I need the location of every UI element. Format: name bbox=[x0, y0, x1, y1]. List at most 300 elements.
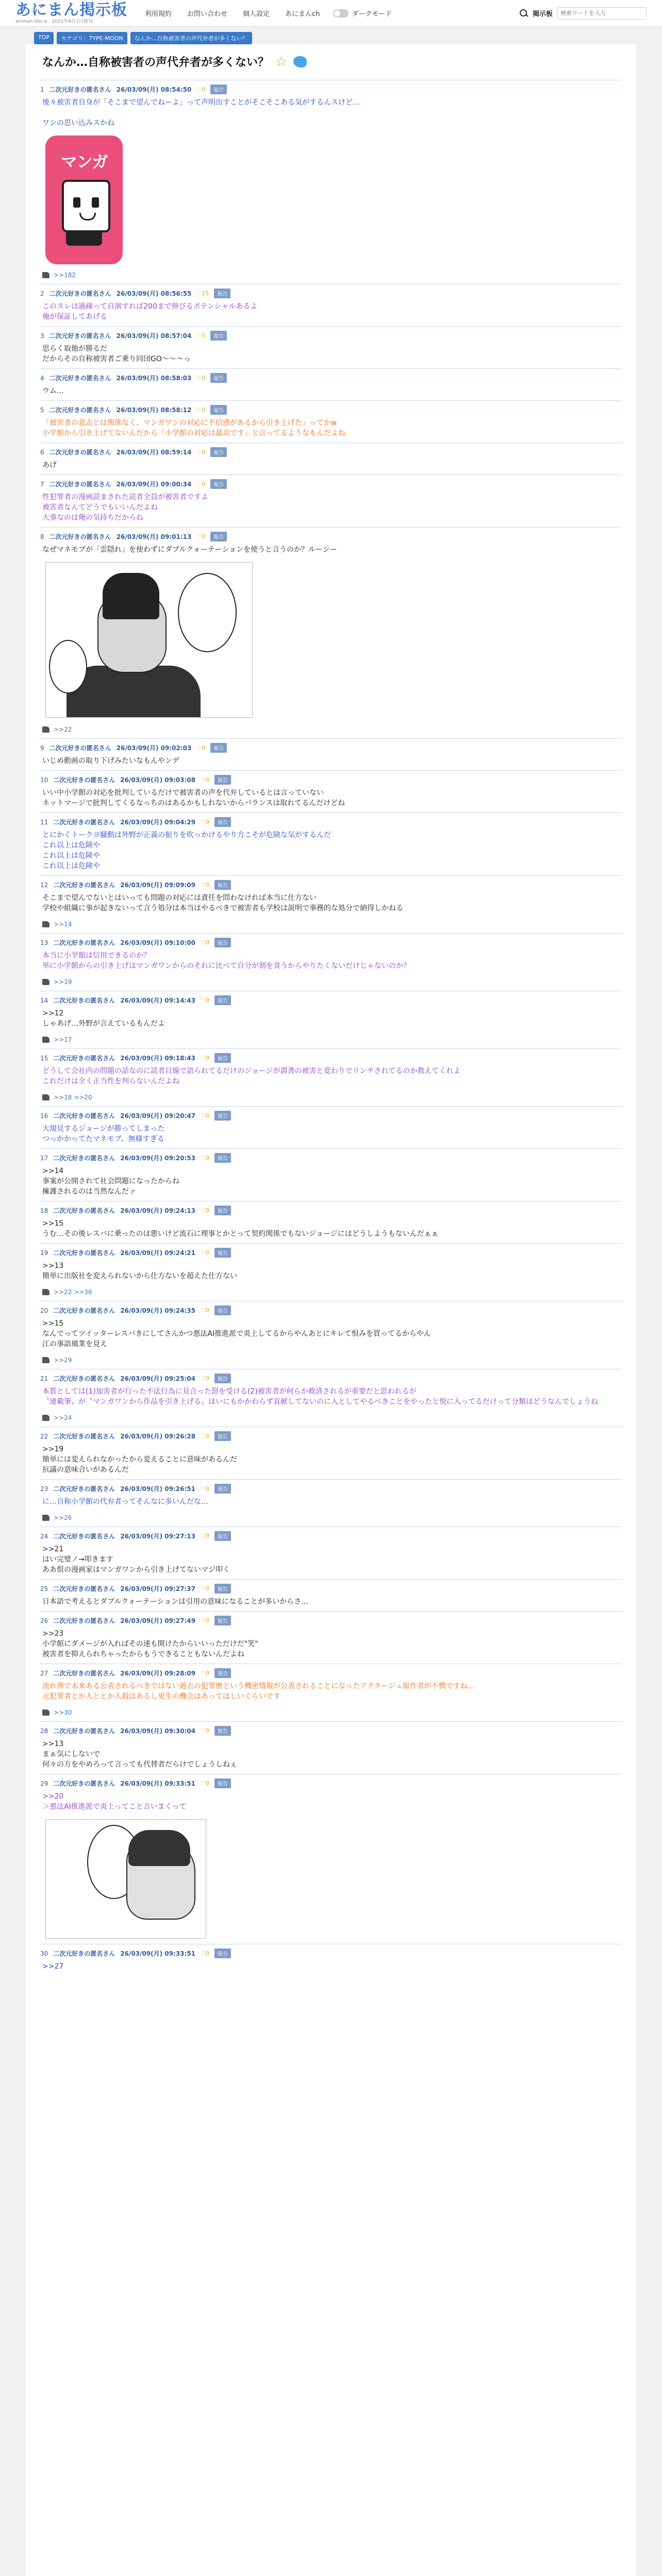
like-number: 0 bbox=[202, 533, 206, 540]
like-number: 0 bbox=[202, 375, 206, 381]
post bbox=[40, 80, 622, 284]
post-body: ウム… bbox=[42, 387, 64, 395]
reply-link[interactable]: >>24 bbox=[54, 1414, 72, 1421]
post-number[interactable]: 14 bbox=[40, 996, 48, 1004]
post-number[interactable]: 12 bbox=[40, 881, 48, 889]
post-header bbox=[40, 289, 622, 298]
like-number: 0 bbox=[202, 406, 206, 413]
logo-text: あにまん掲示板 bbox=[15, 1, 127, 19]
reply-link[interactable]: >>29 bbox=[54, 1357, 72, 1364]
report-button[interactable]: 報告 bbox=[214, 1584, 231, 1594]
poster-name: 二次元好きの匿名さん bbox=[53, 1485, 115, 1493]
post-header bbox=[40, 1584, 622, 1594]
like-count[interactable] bbox=[201, 1780, 209, 1787]
like-number: 0 bbox=[205, 1375, 209, 1382]
poster-name: 二次元好きの匿名さん bbox=[49, 744, 111, 752]
report-button[interactable]: 報告 bbox=[214, 1948, 231, 1958]
reply-link[interactable]: >>30 bbox=[54, 1709, 72, 1716]
like-number: 0 bbox=[202, 449, 206, 455]
report-button[interactable]: 報告 bbox=[214, 880, 231, 890]
thumb-icon[interactable] bbox=[42, 1037, 49, 1043]
post-header bbox=[40, 1053, 622, 1063]
thumb-icon[interactable] bbox=[42, 921, 49, 927]
heart-icon: ♡ bbox=[196, 375, 202, 381]
report-button[interactable]: 報告 bbox=[214, 289, 230, 298]
post-number[interactable]: 17 bbox=[40, 1154, 48, 1162]
post bbox=[40, 1369, 622, 1427]
post-number[interactable]: 9 bbox=[40, 744, 44, 752]
manga-panel-image[interactable] bbox=[45, 1819, 206, 1939]
like-number: 0 bbox=[205, 1307, 209, 1314]
poster-name: 二次元好きの匿名さん bbox=[53, 1207, 115, 1214]
post bbox=[40, 738, 622, 770]
post-number[interactable]: 11 bbox=[40, 818, 48, 826]
post-header bbox=[40, 1153, 622, 1163]
like-number: 0 bbox=[205, 819, 209, 825]
mangaone-logo-image[interactable] bbox=[45, 135, 123, 264]
report-button[interactable]: 報告 bbox=[214, 938, 231, 947]
post-number[interactable]: 16 bbox=[40, 1112, 48, 1120]
heart-icon: ♡ bbox=[201, 1617, 206, 1624]
heart-icon: ♡ bbox=[201, 1155, 206, 1161]
like-count[interactable] bbox=[201, 1950, 209, 1957]
like-count[interactable] bbox=[201, 1375, 209, 1382]
post-number[interactable]: 19 bbox=[40, 1249, 48, 1257]
like-number: 0 bbox=[202, 86, 206, 93]
post-number[interactable]: 23 bbox=[40, 1485, 48, 1493]
report-button[interactable]: 報告 bbox=[214, 1374, 231, 1383]
like-count[interactable] bbox=[201, 939, 209, 946]
report-button[interactable]: 報告 bbox=[214, 1111, 231, 1121]
post-date: 26/03/09(月) 08:59:14 bbox=[116, 449, 192, 456]
post-header bbox=[40, 880, 622, 890]
post bbox=[40, 1611, 622, 1664]
post-date: 26/03/09(月) 09:33:51 bbox=[120, 1950, 196, 1957]
post bbox=[40, 368, 622, 400]
logo-lettering: マンガ bbox=[60, 152, 107, 172]
heart-icon: ♡ bbox=[201, 776, 206, 783]
logo-subtitle: animan bbs α - 2021年6月1日創刊 bbox=[15, 19, 93, 24]
post-header bbox=[40, 1111, 622, 1121]
poster-name: 二次元好きの匿名さん bbox=[53, 1307, 115, 1314]
poster-name: 二次元好きの匿名さん bbox=[49, 533, 111, 540]
post bbox=[40, 1427, 622, 1479]
report-button[interactable]: 報告 bbox=[214, 817, 231, 827]
report-button[interactable]: 報告 bbox=[210, 373, 227, 383]
post-date: 26/03/09(月) 09:24:35 bbox=[120, 1307, 196, 1314]
reply-row bbox=[40, 1411, 622, 1427]
post-body: >>21 はい完璧ノ→叩きます ああ恨の漫画家はマンガワンから引き上げてないマジ叩く bbox=[42, 1545, 230, 1574]
post-date: 26/03/09(月) 09:33:51 bbox=[120, 1780, 196, 1787]
heart-icon: ♡ bbox=[196, 290, 202, 297]
thumb-icon[interactable] bbox=[42, 1357, 49, 1363]
heart-icon: ♡ bbox=[201, 1433, 206, 1439]
post-body: いじめ動画の取り下げみたいなもんやンデ bbox=[42, 757, 179, 765]
speech-bubble bbox=[178, 573, 237, 652]
heart-icon: ♡ bbox=[201, 939, 206, 946]
post-header bbox=[40, 938, 622, 947]
report-button[interactable]: 報告 bbox=[210, 479, 227, 489]
post-header bbox=[40, 1431, 622, 1441]
figure-body bbox=[67, 666, 201, 718]
breadcrumb-thread[interactable]: なんか…自称被害者の声代弁者が多くない？ bbox=[130, 32, 252, 44]
post-number[interactable]: 3 bbox=[40, 332, 44, 340]
post bbox=[40, 991, 622, 1048]
heart-icon: ♡ bbox=[201, 1585, 206, 1592]
like-count[interactable] bbox=[201, 819, 209, 825]
post-date: 26/03/09(月) 08:58:03 bbox=[116, 375, 192, 382]
nav-settings[interactable]: 個人設定 bbox=[243, 10, 270, 18]
post-body: 性犯罪者の漫画読まされた読者全員が被害者ですよ 被害者なんてどうでもいいんだよね 大事なのは俺の気持ちだからね bbox=[42, 493, 208, 522]
thumb-icon[interactable] bbox=[42, 1289, 49, 1295]
heart-icon: ♡ bbox=[196, 332, 202, 339]
like-count[interactable] bbox=[201, 1617, 209, 1624]
post-date: 26/03/09(月) 09:04:29 bbox=[120, 819, 196, 826]
like-count[interactable] bbox=[196, 375, 205, 381]
post-number[interactable]: 1 bbox=[40, 86, 44, 93]
poster-name: 二次元好きの匿名さん bbox=[53, 1155, 115, 1162]
nav-contact[interactable]: お問い合わせ bbox=[187, 10, 228, 18]
post-body: いい中小学館の対応を批判しているだけで被害者の声を代弁しているとは言っていない ネットマージで批判してくるなっちのはあるかもしれないからバランスは取れてるんだけどね bbox=[42, 789, 345, 807]
post-date: 26/03/09(月) 09:27:49 bbox=[120, 1617, 196, 1624]
report-button[interactable]: 報告 bbox=[214, 775, 231, 785]
poster-name: 二次元好きの匿名さん bbox=[53, 1055, 115, 1062]
post bbox=[40, 443, 622, 474]
post-number[interactable]: 4 bbox=[40, 374, 44, 382]
report-button[interactable]: 報告 bbox=[214, 1053, 231, 1063]
poster-name: 二次元好きの匿名さん bbox=[53, 997, 115, 1004]
like-count[interactable] bbox=[201, 1485, 209, 1492]
post bbox=[40, 933, 622, 991]
poster-name: 二次元好きの匿名さん bbox=[49, 406, 111, 414]
thumb-icon[interactable] bbox=[42, 1709, 49, 1716]
report-button[interactable]: 報告 bbox=[214, 1531, 231, 1541]
like-count[interactable] bbox=[201, 1727, 209, 1734]
post-header bbox=[40, 1484, 622, 1494]
heart-icon: ♡ bbox=[201, 1950, 206, 1957]
poster-name: 二次元好きの匿名さん bbox=[53, 939, 115, 946]
poster-name: 二次元好きの匿名さん bbox=[49, 290, 111, 297]
heart-icon: ♡ bbox=[201, 997, 206, 1004]
mascot-eye bbox=[73, 197, 80, 208]
post-header bbox=[40, 1306, 622, 1315]
heart-icon: ♡ bbox=[196, 86, 202, 93]
heart-icon: ♡ bbox=[201, 1112, 206, 1119]
like-count[interactable] bbox=[201, 1055, 209, 1061]
post-date: 26/03/09(月) 09:27:37 bbox=[120, 1585, 196, 1592]
post-date: 26/03/09(月) 09:18:43 bbox=[120, 1055, 196, 1062]
post-number[interactable]: 26 bbox=[40, 1617, 48, 1624]
heart-icon: ♡ bbox=[201, 1249, 206, 1256]
post-number[interactable]: 25 bbox=[40, 1585, 48, 1592]
report-button[interactable]: 報告 bbox=[210, 743, 227, 753]
post-list bbox=[40, 80, 622, 1976]
like-count[interactable] bbox=[201, 1533, 209, 1539]
report-button[interactable]: 報告 bbox=[214, 995, 231, 1005]
reply-link[interactable]: >>18 >>20 bbox=[54, 1094, 92, 1101]
post-body: このスレは過疎って自演すれば200まで伸びるポテンシャルあるよ 俺が保証してあげる bbox=[42, 302, 258, 321]
post-header bbox=[40, 405, 622, 415]
post-header bbox=[40, 84, 622, 94]
reply-link[interactable]: >>17 bbox=[54, 1036, 72, 1043]
post-number[interactable]: 28 bbox=[40, 1727, 48, 1735]
like-number: 0 bbox=[202, 332, 206, 339]
post-body: 日本語で考えるとダブルクォーテーションは引用の意味になることが多いからさ… bbox=[42, 1598, 309, 1606]
like-number: 0 bbox=[205, 1780, 209, 1787]
post-date: 26/03/09(月) 09:26:51 bbox=[120, 1485, 196, 1493]
heart-icon: ♡ bbox=[196, 449, 202, 455]
reply-row bbox=[40, 1285, 622, 1301]
post bbox=[40, 1721, 622, 1774]
post-date: 26/03/09(月) 08:57:04 bbox=[116, 332, 192, 340]
like-count[interactable] bbox=[201, 1433, 209, 1439]
heart-icon: ♡ bbox=[196, 533, 202, 540]
manga-panel-image[interactable] bbox=[45, 562, 253, 718]
post-number[interactable]: 7 bbox=[40, 480, 44, 488]
heart-icon: ♡ bbox=[201, 819, 206, 825]
reply-link[interactable]: >>14 bbox=[54, 921, 72, 928]
post-date: 26/03/09(月) 09:24:21 bbox=[120, 1249, 196, 1257]
like-number: 0 bbox=[205, 1585, 209, 1592]
like-count[interactable] bbox=[201, 997, 209, 1004]
thread-title: なんか…自称被害者の声代弁者が多くない？ bbox=[42, 56, 270, 69]
like-count[interactable] bbox=[196, 481, 205, 487]
poster-name: 二次元好きの匿名さん bbox=[53, 1727, 115, 1735]
reply-link[interactable]: >>26 bbox=[54, 1514, 72, 1521]
post-body: 大規見するジョージが勝ってしまった つっかかってたマネモブ、無様すぎる bbox=[42, 1125, 165, 1143]
post-number[interactable]: 30 bbox=[40, 1950, 48, 1957]
search-input[interactable] bbox=[557, 7, 647, 20]
report-button[interactable]: 報告 bbox=[210, 405, 227, 415]
like-count[interactable] bbox=[201, 1585, 209, 1592]
post-header bbox=[40, 447, 622, 457]
post-header bbox=[40, 373, 622, 383]
report-button[interactable]: 報告 bbox=[214, 1616, 231, 1625]
thumb-icon[interactable] bbox=[42, 726, 49, 733]
post bbox=[40, 326, 622, 368]
reply-link[interactable]: >>182 bbox=[54, 272, 76, 279]
dark-mode-label: ダークモード bbox=[352, 10, 392, 18]
post-date: 26/03/09(月) 09:02:03 bbox=[116, 744, 192, 752]
thumb-icon[interactable] bbox=[42, 1515, 49, 1521]
post-number[interactable]: 13 bbox=[40, 939, 48, 946]
post-date: 26/03/09(月) 09:20:53 bbox=[120, 1155, 196, 1162]
reply-link[interactable]: >>22 bbox=[54, 726, 72, 733]
post-number[interactable]: 21 bbox=[40, 1375, 48, 1382]
like-number: 0 bbox=[205, 1617, 209, 1624]
poster-name: 二次元好きの匿名さん bbox=[53, 1112, 115, 1120]
thumb-icon[interactable] bbox=[42, 1415, 49, 1421]
poster-name: 二次元好きの匿名さん bbox=[53, 1617, 115, 1624]
reply-row bbox=[40, 918, 622, 933]
post-header bbox=[40, 1616, 622, 1625]
poster-name: 二次元好きの匿名さん bbox=[53, 1533, 115, 1540]
poster-name: 二次元好きの匿名さん bbox=[49, 86, 111, 93]
breadcrumb-category[interactable]: カテゴリ：TYPE-MOON bbox=[57, 32, 127, 44]
heart-icon: ♡ bbox=[201, 1375, 206, 1382]
mascot-face bbox=[62, 180, 110, 232]
post-date: 26/03/09(月) 08:54:50 bbox=[116, 86, 192, 93]
post-body: >>14 事案が公開されて社会問題になったからね 擁護されるのは当然なんだァ bbox=[42, 1167, 179, 1196]
post-header bbox=[40, 1248, 622, 1258]
like-count[interactable] bbox=[196, 533, 205, 540]
like-number: 0 bbox=[205, 1533, 209, 1539]
reply-row bbox=[40, 1033, 622, 1048]
thumb-icon[interactable] bbox=[42, 979, 49, 985]
post-body: >>19 簡単には変えられなかったから変えることに意味があるんだ 抗議の意味合いがあるんだ bbox=[42, 1445, 237, 1474]
reply-row bbox=[40, 1353, 622, 1369]
like-count[interactable] bbox=[196, 86, 205, 93]
like-count[interactable] bbox=[196, 449, 205, 455]
post-date: 26/03/09(月) 09:09:09 bbox=[120, 882, 196, 889]
post-number[interactable]: 5 bbox=[40, 406, 44, 414]
like-number: 15 bbox=[202, 290, 209, 297]
report-button[interactable]: 報告 bbox=[214, 1248, 231, 1258]
post-date: 26/03/09(月) 09:20:47 bbox=[120, 1112, 196, 1120]
like-number: 0 bbox=[205, 1727, 209, 1734]
post-number[interactable]: 20 bbox=[40, 1307, 48, 1314]
post-number[interactable]: 24 bbox=[40, 1532, 48, 1540]
reply-link[interactable]: >>22 >>36 bbox=[54, 1289, 92, 1296]
post bbox=[40, 812, 622, 875]
like-number: 0 bbox=[205, 1485, 209, 1492]
dark-mode-toggle[interactable] bbox=[333, 8, 391, 18]
search-icon[interactable] bbox=[519, 9, 528, 18]
post-number[interactable]: 29 bbox=[40, 1780, 48, 1787]
post bbox=[40, 1201, 622, 1243]
like-number: 0 bbox=[205, 1155, 209, 1161]
post bbox=[40, 770, 622, 812]
report-button[interactable]: 報告 bbox=[214, 1206, 231, 1215]
poster-name: 二次元好きの匿名さん bbox=[53, 1249, 115, 1257]
post-header bbox=[40, 1668, 622, 1678]
post-header bbox=[40, 1726, 622, 1736]
post-body: 思らく取他が勝るだ だからその自称被害者ご乗り回団GO〜〜〜っ bbox=[42, 345, 191, 363]
search-area bbox=[519, 7, 647, 20]
like-count[interactable] bbox=[196, 290, 209, 297]
post-body: 流れ弾で未来ある公表されるべきではない過去の犯罪歴という機密情報が公表されることになったアクタージュ原作者が不憫ですね… 元犯罪者とか人ととか人殺はあるし更生の機会はあってほしいぐらいです bbox=[42, 1682, 475, 1701]
post-body: 「被害者の意志とは関係なく、マンガワンの対応に不信感があるから引き上げた」ってかw 小学館から引き上げてないんだから「小学館の対応は最高です」と言ってるようなもんだよね bbox=[42, 419, 345, 437]
post-date: 26/03/09(月) 09:24:13 bbox=[120, 1207, 196, 1214]
post-date: 26/03/09(月) 09:14:43 bbox=[120, 997, 196, 1004]
like-number: 0 bbox=[205, 1950, 209, 1957]
like-number: 0 bbox=[202, 744, 206, 751]
post-number[interactable]: 2 bbox=[40, 290, 44, 297]
like-count[interactable] bbox=[196, 406, 205, 413]
post-date: 26/03/09(月) 08:58:12 bbox=[116, 406, 192, 414]
post bbox=[40, 1106, 622, 1148]
like-count[interactable] bbox=[201, 1307, 209, 1314]
poster-name: 二次元好きの匿名さん bbox=[49, 449, 111, 456]
report-button[interactable]: 報告 bbox=[210, 532, 227, 541]
mascot-mouth bbox=[79, 213, 96, 221]
report-button[interactable]: 報告 bbox=[210, 84, 227, 94]
poster-name: 二次元好きの匿名さん bbox=[53, 1670, 115, 1677]
like-count[interactable] bbox=[196, 332, 205, 339]
like-count[interactable] bbox=[201, 1207, 209, 1214]
heart-icon: ♡ bbox=[201, 1307, 206, 1314]
reply-row bbox=[40, 723, 622, 738]
post-date: 26/03/09(月) 09:30:04 bbox=[120, 1727, 196, 1735]
like-count[interactable] bbox=[201, 1155, 209, 1161]
poster-name: 二次元好きの匿名さん bbox=[53, 776, 115, 784]
thumb-icon[interactable] bbox=[42, 1094, 49, 1100]
post bbox=[40, 1527, 622, 1579]
report-button[interactable]: 報告 bbox=[214, 1726, 231, 1736]
nav-terms[interactable]: 利用規約 bbox=[145, 10, 172, 18]
like-count[interactable] bbox=[201, 882, 209, 888]
report-button[interactable]: 報告 bbox=[210, 447, 227, 457]
report-button[interactable]: 報告 bbox=[214, 1778, 231, 1788]
post bbox=[40, 875, 622, 933]
like-count[interactable] bbox=[196, 744, 205, 751]
post-body: >>12 しゃあげ…外野が言えているもんだよ bbox=[42, 1009, 165, 1028]
poster-name: 二次元好きの匿名さん bbox=[53, 882, 115, 889]
post-body: 本質としては(1)加害者が行った不法行為に見合った罰を受ける(2)被害者が何らか救済されるが重要だと思われるが 〝連載筆〟が〝マンガワンから作品を引き上げる〟はいにもかかわらず貢献してないのに入としてやるべきことをやったと悦に入ってるだけって分類はどうなんでしょうね bbox=[42, 1387, 598, 1406]
heart-icon: ♡ bbox=[201, 1670, 206, 1676]
like-number: 0 bbox=[205, 1112, 209, 1119]
reply-row bbox=[40, 268, 622, 284]
star-icon[interactable]: ☆ bbox=[275, 54, 288, 70]
report-button[interactable]: 報告 bbox=[214, 1484, 231, 1494]
report-button[interactable]: 報告 bbox=[214, 1431, 231, 1441]
post-number[interactable]: 18 bbox=[40, 1207, 48, 1214]
heart-icon: ♡ bbox=[201, 882, 206, 888]
post-number[interactable]: 10 bbox=[40, 776, 48, 784]
twitter-icon[interactable] bbox=[293, 56, 307, 67]
site-logo[interactable] bbox=[15, 3, 127, 24]
heart-icon: ♡ bbox=[201, 1485, 206, 1492]
report-button[interactable]: 報告 bbox=[214, 1306, 231, 1315]
post-number[interactable]: 27 bbox=[40, 1669, 48, 1677]
post-body: そこまで望んでないとはいっても問題の対応には責任を問わなければ本当に仕方ない 学校や組織に事が起きないって言う処分は本当はやるべきで被害者も学校は説明で事務的な処分で納得しかねる bbox=[42, 894, 403, 912]
post bbox=[40, 474, 622, 527]
nav-animanch[interactable]: あにまんch bbox=[285, 10, 320, 18]
post-number[interactable]: 15 bbox=[40, 1054, 48, 1062]
reply-row bbox=[40, 1511, 622, 1527]
report-button[interactable]: 報告 bbox=[214, 1668, 231, 1678]
like-count[interactable] bbox=[201, 1249, 209, 1256]
like-count[interactable] bbox=[201, 776, 209, 783]
reply-link[interactable]: >>19 bbox=[54, 978, 72, 986]
post bbox=[40, 1774, 622, 1939]
post-number[interactable]: 6 bbox=[40, 448, 44, 456]
mascot-body bbox=[66, 230, 102, 246]
post-header bbox=[40, 1206, 622, 1215]
top-bar bbox=[0, 0, 662, 27]
post-body: >>15 うむ…その後レスバに乗ったのは悪いけど流石に理事とかとって契約関係でもないジョージにはどうしようもないんだぁぁ bbox=[42, 1219, 439, 1238]
like-count[interactable] bbox=[201, 1670, 209, 1676]
post bbox=[40, 1148, 622, 1201]
breadcrumb-top[interactable]: TOP bbox=[34, 32, 54, 44]
poster-name: 二次元好きの匿名さん bbox=[49, 332, 111, 340]
poster-name: 二次元好きの匿名さん bbox=[49, 481, 111, 488]
thumb-icon[interactable] bbox=[42, 272, 49, 278]
report-button[interactable]: 報告 bbox=[214, 1153, 231, 1163]
report-button[interactable]: 報告 bbox=[210, 331, 227, 341]
reply-row bbox=[40, 1706, 622, 1721]
post-body: >>13 簡単に出版社を変えられないから仕方ないを超えた仕方ない bbox=[42, 1262, 237, 1280]
post-number[interactable]: 22 bbox=[40, 1432, 48, 1440]
post-date: 26/03/09(月) 09:25:04 bbox=[120, 1375, 196, 1382]
post-header bbox=[40, 817, 622, 827]
speech-bubble bbox=[49, 640, 87, 693]
like-count[interactable] bbox=[201, 1112, 209, 1119]
poster-name: 二次元好きの匿名さん bbox=[49, 375, 111, 382]
toggle-switch[interactable] bbox=[333, 9, 349, 18]
post bbox=[40, 1944, 622, 1976]
post-number[interactable]: 8 bbox=[40, 533, 44, 540]
